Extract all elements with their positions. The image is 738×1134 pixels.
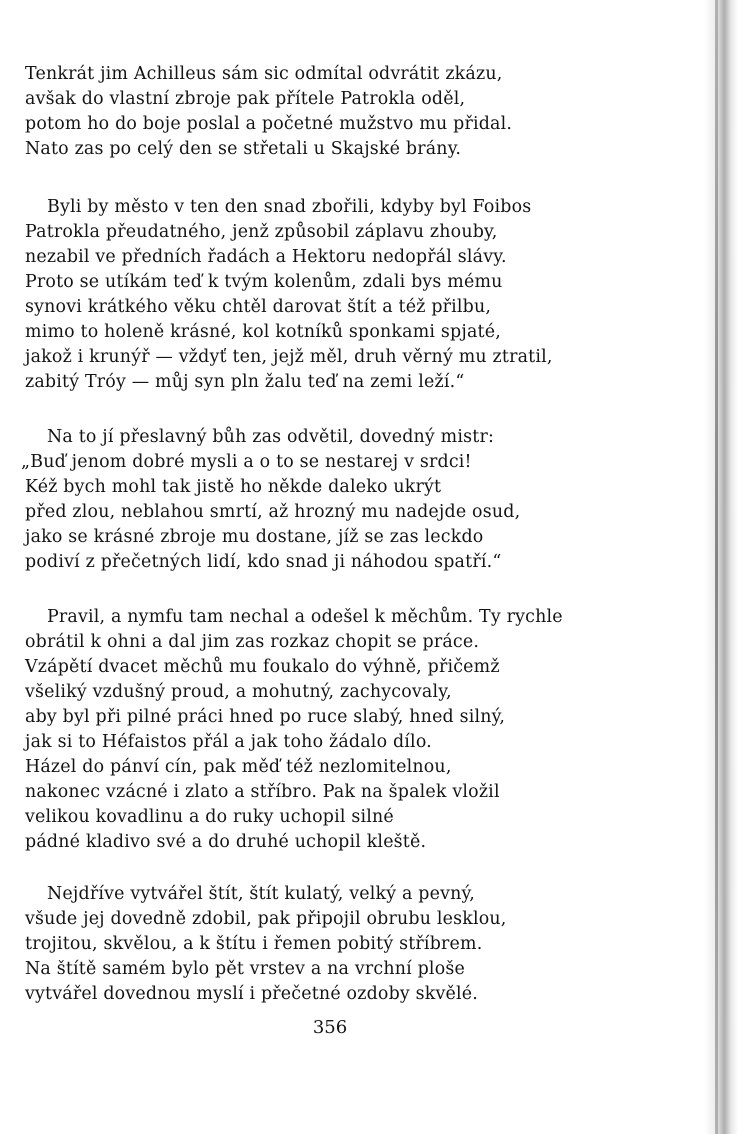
verse-line: nakonec vzácné i zlato a stříbro. Pak na špalek vložil [25,782,500,802]
page-spine-edge [715,0,718,1134]
verse-line: Házel do pánví cín, pak měď též nezlomitelnou, [25,757,452,777]
verse-line: zabitý Tróy — můj syn pln žalu teď na zemi leží.“ [25,372,465,392]
verse-line: Kéž bych mohl tak jistě ho někde daleko ukrýt [25,477,442,497]
page-number: 356 [312,1017,348,1038]
verse-line: Patrokla přeudatného, jenž způsobil záplavu zhouby, [25,222,498,242]
verse-line: všeliký vzdušný proud, a mohutný, zachycovaly, [25,682,452,702]
verse-line: vytvářel dovednou myslí i přečetné ozdoby skvělé. [25,984,479,1004]
verse-line: Na štítě samém bylo pět vrstev a na vrchní ploše [25,959,465,979]
verse-line: Nejdříve vytvářel štít, štít kulatý, velký a pevný, [47,884,475,904]
verse-line: obrátil k ohni a dal jim zas rozkaz chopit se práce. [25,632,480,652]
verse-line: trojitou, skvělou, a k štítu i řemen pobitý stříbrem. [25,934,483,954]
verse-line: Nato zas po celý den se střetali u Skajské brány. [25,139,462,159]
verse-line: Byli by město v ten den snad zbořili, kdyby byl Foibos [47,197,532,217]
verse-line: „Buď jenom dobré mysli a o to se nestarej v srdci! [21,452,472,472]
verse-line: synovi krátkého věku chtěl darovat štít a též přilbu, [25,297,492,317]
verse-line: aby byl při pilné práci hned po ruce slabý, hned silný, [25,707,506,727]
verse-line: potom ho do boje poslal a početné mužstvo mu přidal. [25,114,513,134]
verse-line: nezabil ve předních řadách a Hektoru nedopřál slávy. [25,247,507,267]
verse-line: před zlou, neblahou smrtí, až hrozný mu nadejde osud, [25,502,521,522]
verse-line: Na to jí přeslavný bůh zas odvětil, dovedný mistr: [47,427,495,447]
verse-line: jako se krásné zbroje mu dostane, jíž se zas leckdo [25,527,484,547]
verse-line: jak si to Héfaistos přál a jak toho žádalo dílo. [25,732,432,752]
verse-line: Vzápětí dvacet měchů mu foukalo do výhně, přičemž [25,657,500,677]
verse-line: avšak do vlastní zbroje pak přítele Patrokla oděl, [25,89,466,109]
verse-line: podiví z přečetných lidí, kdo snad ji náhodou spatří.“ [25,552,502,572]
page-spine-shadow [704,0,738,1134]
verse-line: Proto se utíkám teď k tvým kolenům, zdali bys mému [25,272,503,292]
verse-line: velikou kovadlinu a do ruky uchopil silné [25,807,394,827]
verse-line: Tenkrát jim Achilleus sám sic odmítal odvrátit zkázu, [25,64,503,84]
verse-line: jakož i krunýř — vždyť ten, jejž měl, druh věrný mu ztratil, [25,347,553,367]
verse-line: mimo to holeně krásné, kol kotníků sponkami spjaté, [25,322,501,342]
verse-line: všude jej dovedně zdobil, pak připojil obrubu lesklou, [25,909,507,929]
verse-line: Pravil, a nymfu tam nechal a odešel k měchům. Ty rychle [47,607,563,627]
verse-line: pádné kladivo své a do druhé uchopil kleště. [25,832,427,852]
